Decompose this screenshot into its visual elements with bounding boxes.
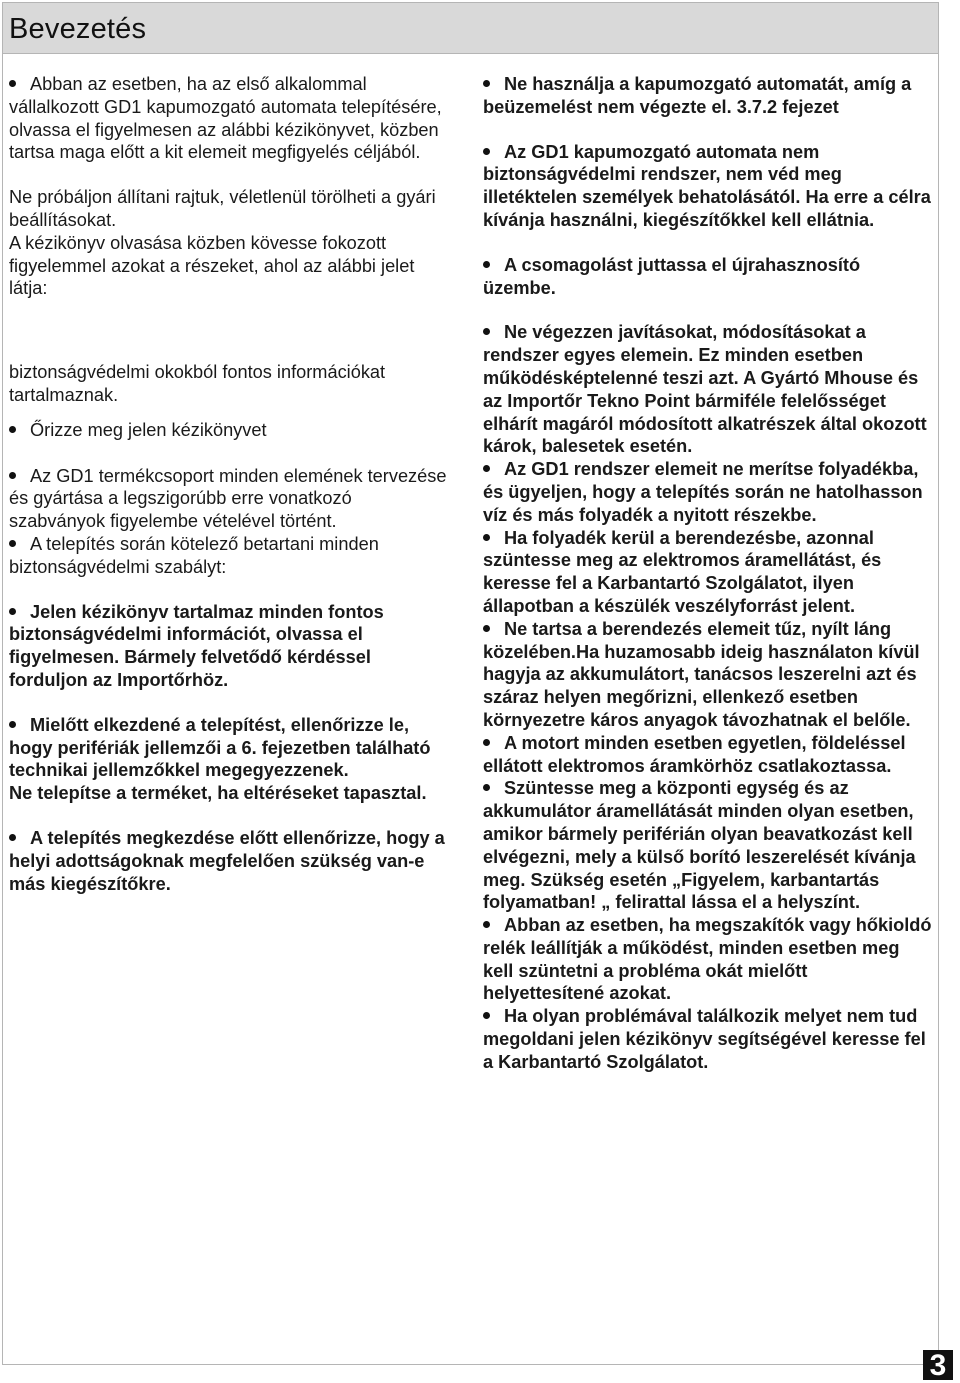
page-title: Bevezetés [9, 13, 147, 45]
standards-item: Az GD1 termékcsoport minden elemének tervezése és gyártása a legszigorúbb erre vonatkozó szabványok figyelembe vételével történt. [9, 465, 447, 532]
bullet-icon [9, 472, 16, 479]
no-liquid-item: Az GD1 rendszer elemeit ne merítse folyadékba, és ügyeljen, hogy a telepítés során ne hatolhasson víz és más folyadék a nyitott részekbe. [483, 459, 923, 525]
liquid-ingress-item: Ha folyadék kerül a berendezésbe, azonnal szüntesse meg az elektromos áramellátást, és keresse fel a Karbantartó Szolgálatot, ilyen állapotban a készülék veszélyforrást jelent. [483, 527, 882, 616]
bullet-icon [9, 608, 16, 615]
not-security-system-item: Az GD1 kapumozgató automata nem biztonságvédelmi rendszer, nem véd meg illetéktelen személyek behatolásától. Ha erre a célra kívánja használni, kiegészítőkkel kell ellátnia. [483, 141, 931, 230]
bullet-icon [9, 80, 16, 87]
grounding-item: A motort minden esetben egyetlen, földeléssel ellátott elektromos áramkörhöz csatlakoztassa. [483, 732, 906, 776]
bullet-icon [483, 784, 490, 791]
bullet-icon [9, 426, 16, 433]
safety-info-paragraph: biztonságvédelmi okokból fontos információkat tartalmaznak. [9, 362, 386, 405]
attention-symbol-space [9, 300, 449, 361]
accessories-check-item: A telepítés megkezdése előtt ellenőrizze, hogy a helyi adottságoknak megfelelően szükség van-e más kiegészítőkre. [9, 827, 445, 894]
bullet-icon [483, 921, 490, 928]
bullet-icon [483, 465, 490, 472]
attention-symbol-paragraph: A kézikönyv olvasása közben kövesse fokozott figyelemmel azokat a részeket, ahol az alábbi jelet látja: [9, 232, 415, 299]
page-number: 3 [923, 1350, 953, 1380]
packaging-recycle-item: A csomagolást juttassa el újrahasznosító üzembe. [483, 254, 861, 298]
no-modifications-item: Ne végezzen javításokat, módosításokat a rendszer egyes elemein. Ez minden esetben működésképtelenné teszi azt. A Gyártó Mhouse és az Importőr Tekno Point bármiféle felelősséget elhárít magáról módosított alkatrészek által okozott károk, balesetek esetén. [483, 322, 927, 457]
right-column [483, 73, 933, 1074]
maintenance-power-item: Szüntesse meg a központi egység és az akkumulátor áramellátását minden olyan esetben, amikor bármely periférián olyan beavatkozást kell elvégezni, mely a külső borító leszerelését kívánja meg. Szükség esetén „Figyelem, karbantartás folyamatban! „ felirattal lássa el a helyszínt. [483, 778, 916, 913]
left-column [9, 73, 449, 895]
bullet-icon [483, 148, 490, 155]
pre-install-check-item: Mielőtt elkezdené a telepítést, ellenőrizze le, hogy perifériák jellemzői a 6. fejezetben található technikai jellemzőkkel megegyezzenek. [9, 714, 431, 781]
safety-rules-item: A telepítés során kötelező betartani minden biztonságvédelmi szabályt: [9, 533, 379, 577]
manual-info-item: Jelen kézikönyv tartalmaz minden fontos biztonságvédelmi információt, olvassa el figyelmesen. Bármely felvetődő kérdéssel forduljon az Importőrhöz. [9, 601, 384, 690]
breaker-item: Abban az esetben, ha megszakítók vagy hőkioldó relék leállítják a működést, minden esetben meg kell szüntetni a probléma okát mielőtt helyettesítené azokat. [483, 915, 932, 1004]
bullet-icon [483, 80, 490, 87]
keep-manual-item: Őrizze meg jelen kézikönyvet [9, 419, 449, 442]
bullet-icon [9, 540, 16, 547]
commissioning-item: Ne használja a kapumozgató automatát, amíg a beüzemelést nem végezte el. 3.7.2 fejezet [483, 74, 912, 117]
bullet-icon [483, 328, 490, 335]
bullet-icon [483, 534, 490, 541]
bullet-icon [483, 625, 490, 632]
bullet-icon [483, 739, 490, 746]
settings-warning-paragraph: Ne próbáljon állítani rajtuk, véletlenül törölheti a gyári beállításokat. [9, 187, 436, 230]
bullet-icon [483, 261, 490, 268]
service-contact-item: Ha olyan problémával találkozik melyet nem tud megoldani jelen kézikönyv segítségével keresse fel a Karbantartó Szolgálatot. [483, 1006, 926, 1072]
section-header [2, 2, 939, 54]
fire-battery-item: Ne tartsa a berendezés elemeit tűz, nyílt láng közelében.Ha huzamosabb ideig használaton kívül hagyja az akkumulátort, tanácsos leszerelni azt és száraz helyen megőrizni, ellenkező esetben környezetre káros anyagok távozhatnak el belőle. [483, 618, 920, 730]
deviation-warning: Ne telepítse a terméket, ha eltéréseket tapasztal. [9, 783, 427, 804]
bullet-icon [9, 834, 16, 841]
bullet-icon [9, 721, 16, 728]
bullet-icon [483, 1012, 490, 1019]
intro-paragraph: Abban az esetben, ha az első alkalommal vállalkozott GD1 kapumozgató automata telepítésére, olvassa el figyelmesen az alábbi kézikönyvet, közben tartsa maga előtt a kit elemeit megfigyelés céljából. [9, 74, 442, 163]
